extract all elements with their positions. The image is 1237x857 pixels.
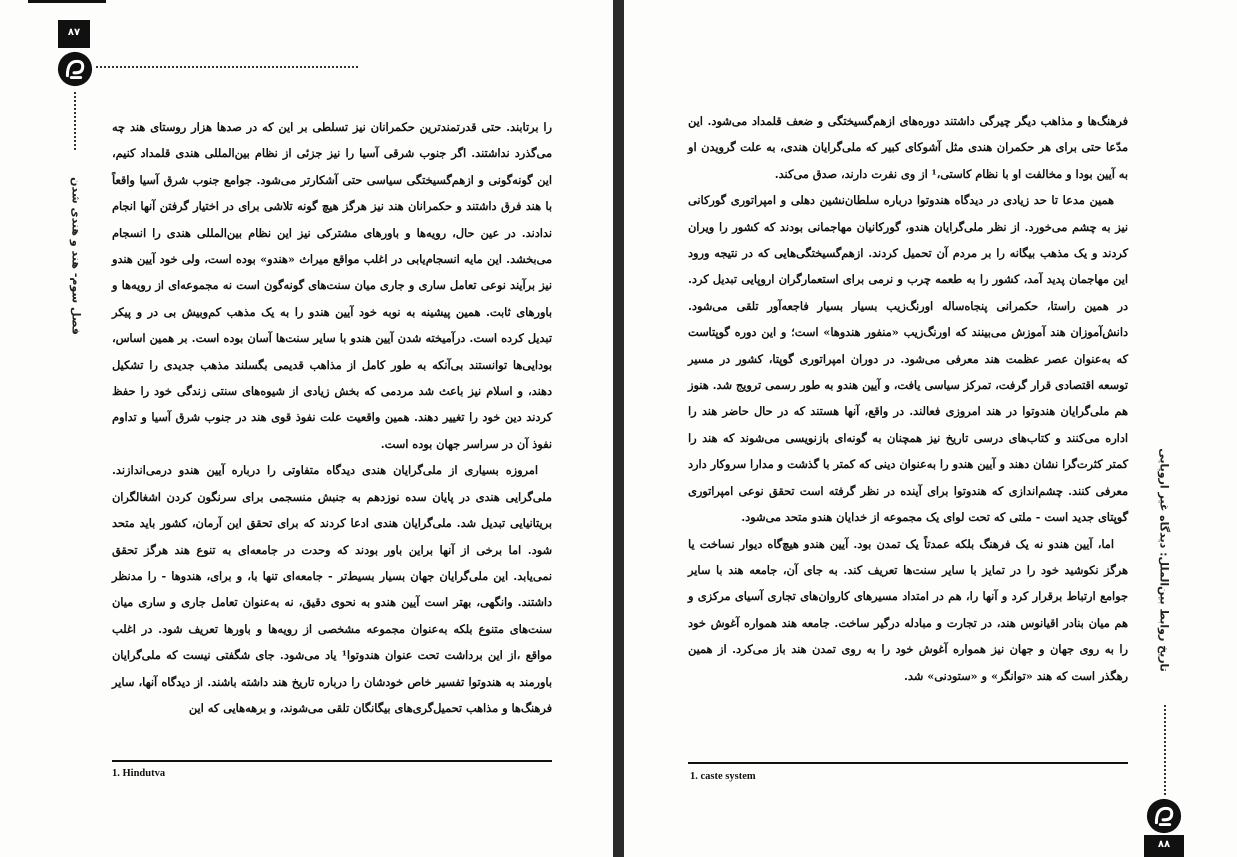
footnote: 1. caste system	[690, 771, 756, 782]
paragraph: را برتابند. حتی قدرتمندترین حکمرانان نیز تسلطی بر این که در صدها هزار روستای هند چه می‌گذرد نداشتند. اگر جنوب شرقی آسیا را نیز جزئی از نظام بین‌المللی هندی قلمداد کنیم، این گونه‌گونی و ازهم‌گسیختگی سیاسی حتی آشکارتر می‌شود. جوامع جنوب شرق آسیا واقعاً با هند فرق داشتند و حکمرانان هند نیز هرگز هیچ گونه تلاشی برای در اختیار گرفتن آنها انجام ندادند. در عین حال، رویه‌ها و باورهای مشترکی نیز این نظام بین‌المللی هندی را انسجام می‌بخشد. این مایه انسجام‌یابی در اغلب مواقع میراث «هندو» بوده است، ولی خود آیین هندو نیز برآیند نوعی تعامل ساری و جاری میان سنت‌های گونه‌گون است نه مجموعه‌ای از رویه‌ها و باورهای ثابت. همین پیشینه به نوبه خود آیین هندو را به یک مذهب کم‌وبیش بی در و پیکر تبدیل کرده است. درآمیخته شدن آیین هندو با سایر سنت‌ها آسان بوده است. بر همین اساس، بودایی‌ها توانستند بی‌آنکه به طور کامل از مذاهب قدیمی بگسلند مذهب جدیدی را تشکیل دهند، و اسلام نیز باعث شد مردمی که بخش زیادی از شیوه‌های سنتی زندگی خود را حفظ کردند دین خود را تغییر دهند. همین واقعیت علت نفوذ قوی هند در جنوب شرق آسیا و تداوم نفوذ آن در سراسر جهان بوده است.	[112, 120, 552, 451]
paragraph: همین مدعا تا حد زیادی در دیدگاه هندوتوا درباره سلطان‌نشین دهلی و امپراتوری گورکانی نیز به چشم می‌خورد. از نظر ملی‌گرایان هندو، گورکانیان مهاجمانی بودند که کشور را ویران کردند و یک مذهب بیگانه را بر مردم آن تحمیل کردند. ازهم‌گسیختگی‌هایی که در نتیجه ورود این مهاجمان پدید آمد، کشور را به طعمه چرب و نرمی برای استعمارگران اروپایی تبدیل کرد. در همین راستا، حکمرانی پنجاه‌ساله اورنگ‌زیب بسیار بسیار فاجعه‌آور تلقی می‌شود. دانش‌آموزان هند آموزش می‌بینند که اورنگ‌زیب «منفور هندوها» است؛ و این دوره گوپتاست که به‌عنوان عصر عظمت هند معرفی می‌شود. در دوران امپراتوری گوپتا، کشور در مسیر توسعه اقتصادی قرار گرفت، تمرکز سیاسی یافت، و آیین هندو به طور رسمی ترویج شد. هنوز هم ملی‌گرایان هندوتوا در هند امروزی فعالند. در واقع، آنها هستند که در حال حاضر هند را اداره می‌کنند و کتاب‌های درسی تاریخ نیز همچنان به گونه‌ای بازنویسی می‌شوند که هند را کمتر کثرت‌گرا نشان دهند و آیین هندو را به‌عنوان دینی که کمتر با گذشت و مدارا سروکار دارد معرفی کنند. چشم‌اندازی که هندوتوا برای آینده در نظر گرفته است تحقق نوعی امپراتوری گوپتای جدید است - ملتی که تحت لوای یک مجموعه از خدایان هندو متحد می‌شود.	[688, 193, 1128, 525]
left-body-text	[112, 114, 552, 721]
paragraph: فرهنگ‌ها و مذاهب دیگر چیرگی داشتند دوره‌های ازهم‌گسیختگی و ضعف قلمداد می‌شود. این مدّعا حتی برای هر حکمران هندی مثل آشوکای کبیر که ملی‌گرایان هندی، به علت گرویدن او به آیین بودا و مخالفت او با نظام کاستی،¹ از وی نفرت دارند، صدق می‌کند.	[688, 114, 1128, 181]
paragraph: امروزه بسیاری از ملی‌گرایان هندی دیدگاه متفاوتی را درباره آیین هندو درمی‌اندازند. ملی‌گرایی هندی در پایان سده نوزدهم به جنبش منسجمی برای سرنگون کردن اشغالگران بریتانیایی تبدیل شد. ملی‌گرایان هندی ادعا کردند که برای تحقق این آرمان، کشور باید متحد شود. اما برخی از آنها براین باور بودند که وحدت در جامعه‌ای به تنوع هند هرگز تحقق نمی‌یابد. این ملی‌گرایان جهان بسیار بسیط‌تر - جامعه‌ای تنها با، و برای، هندوها - را مدنظر داشتند. وانگهی، بهتر است آیین هندو به نحوی دقیق، نه به‌عنوان تعامل جاری و ساری میان سنت‌های متنوع بلکه به‌عنوان مجموعه مشخصی از رویه‌ها و باورها تعریف شود. در اغلب مواقع ،از این برداشت تحت عنوان هندوتوا¹ یاد می‌شود. جای شگفتی نیست که ملی‌گرایان باورمند به هندوتوا تفسیر خاص خودشان را درباره تاریخ هند داشته باشند. از دیدگاه آنها، سایر فرهنگ‌ها و مذاهب تحمیل‌گری‌های بیگانگان تلقی می‌شوند، و برهه‌هایی که این	[112, 463, 553, 715]
dotted-side-rule	[1164, 705, 1166, 795]
footnote: 1. Hindutva	[112, 768, 166, 779]
right-body-text	[688, 108, 1128, 689]
footnote-rule	[688, 762, 1128, 764]
page-number: ۸۷	[67, 27, 81, 38]
paragraph: اما، آیین هندو نه یک فرهنگ بلکه عمدتاً یک تمدن بود. آیین هندو هیچ‌گاه دیوار نساخت یا هرگز نکوشید خود را در تمایز با سایر سنت‌ها تعریف کند. به جای آن، جامعه هند با سایر جوامع ارتباط برقرار کرد و آنها را، هم در امتداد مسیرهای کاروان‌های تجاری آسیای مرکزی و هم میان بنادر اقیانوس هند، در تجارت و مبادله درگیر ساخت. جامعه هند همواره آغوش خود را به روی جهان و جهان نیز همواره آغوش خود را به روی تمدن هند باز می‌کرد. از همین رهگذر است که هند «توانگر» و «ستودنی» شد.	[688, 536, 1128, 683]
publisher-logo-icon	[56, 50, 94, 88]
top-bar	[28, 0, 106, 3]
right-page	[624, 0, 1237, 857]
page-number-box	[1144, 835, 1184, 857]
publisher-logo-icon	[1145, 797, 1183, 835]
page-number-box	[58, 20, 90, 48]
left-page	[0, 0, 613, 857]
running-title: فصل سوم- هند و هندی شدن	[69, 177, 83, 335]
book-gutter	[613, 0, 624, 857]
footnote-rule	[112, 760, 552, 762]
page-number: ۸۸	[1157, 839, 1171, 850]
running-title: تاریخ روابط بین‌الملل: دیدگاه غیر اروپایی	[1157, 448, 1171, 672]
dotted-side-rule	[74, 92, 76, 150]
dotted-header-rule	[96, 66, 358, 68]
